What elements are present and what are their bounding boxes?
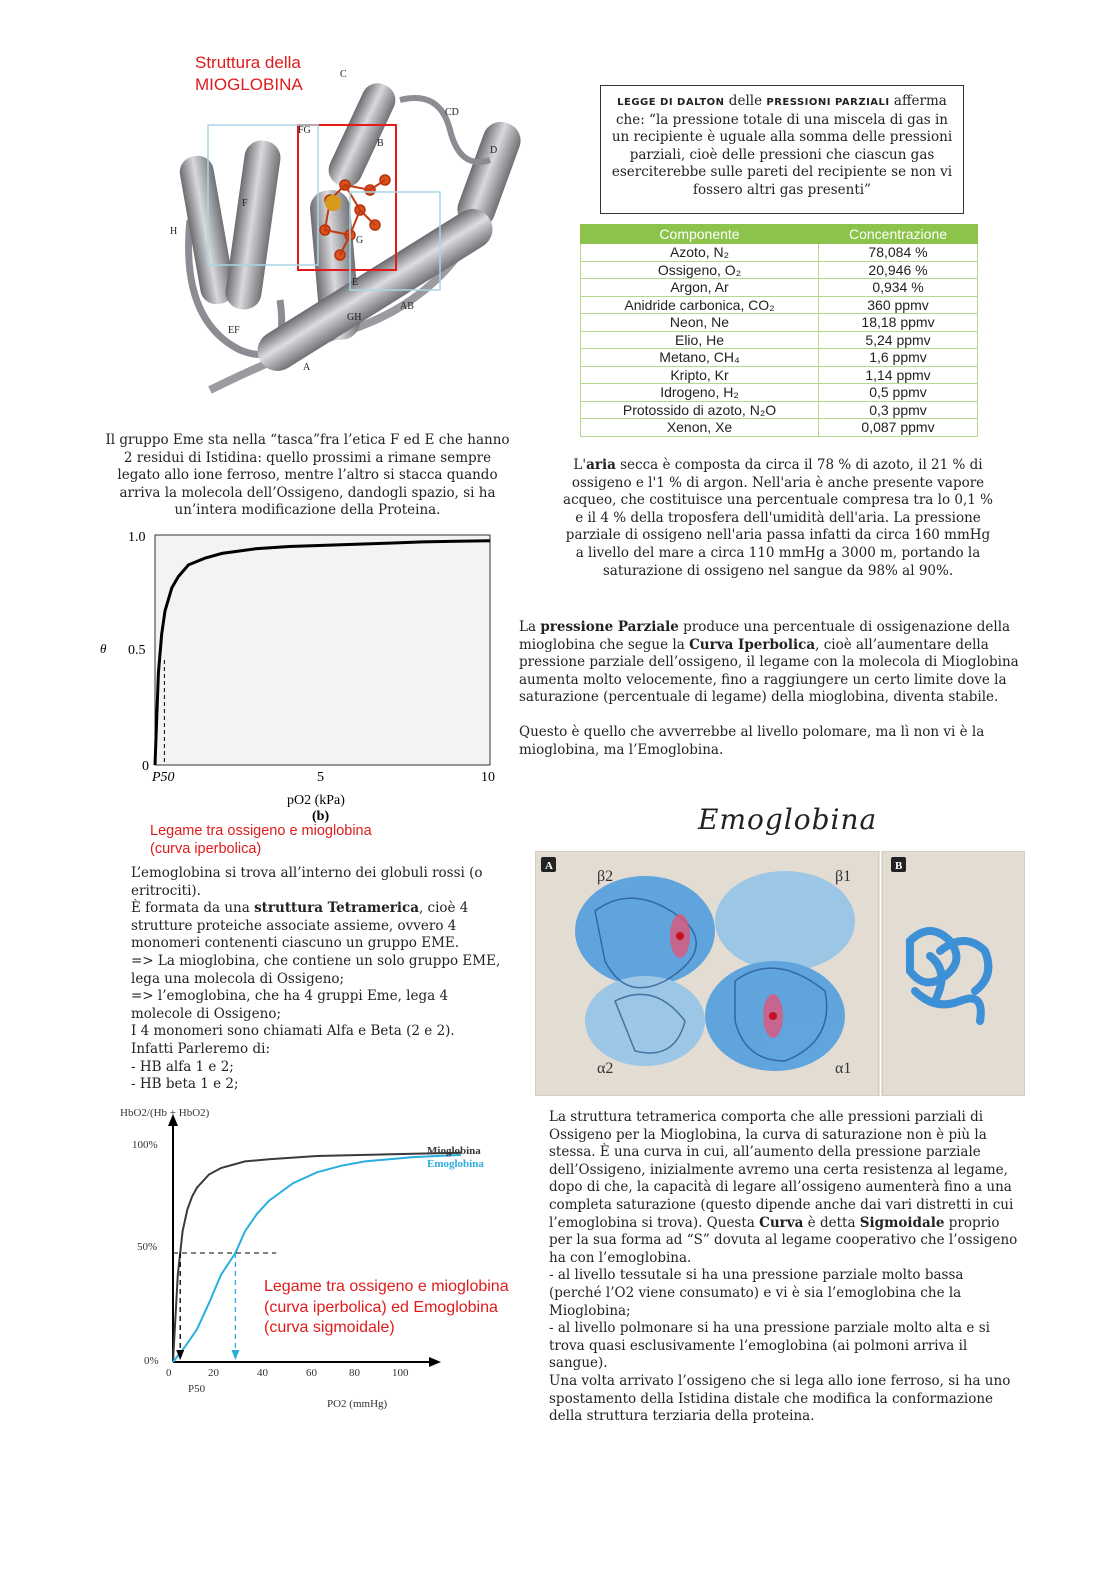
table-row — [581, 419, 978, 437]
dalton-partial-heading: PRESSIONI PARZIALI — [766, 97, 890, 108]
chart2-xtick-40: 40 — [257, 1367, 268, 1379]
table-cell-concentrazione: 1,6 ppmv — [819, 349, 978, 367]
hemo-text-line3: => La mioglobina, che contiene un solo gruppo EME, lega una molecola di Ossigeno; — [131, 952, 501, 987]
pressure-bold-2: Curva Iperbolica — [689, 636, 816, 653]
tetrameric-text — [549, 1109, 1019, 1426]
helix-label-a: A — [303, 362, 311, 373]
table-row — [581, 401, 978, 419]
chart2-caption-l3: (curva sigmoidale) — [264, 1319, 395, 1336]
chart2-xlabel: PO2 (mmHg) — [327, 1398, 388, 1410]
chart2-ytick-50: 50% — [137, 1241, 158, 1253]
tetra-line4: Una volta arrivato l’ossigeno che si lega allo ione ferroso, si ha uno spostamento della Istidina distale che modifica la conformazione della struttura terziaria della proteina. — [549, 1372, 1011, 1425]
table-row — [581, 384, 978, 402]
pressure-a: La — [519, 619, 541, 635]
table-cell-componente: Elio, He — [581, 331, 819, 349]
p50-hb-arrowhead — [231, 1350, 239, 1360]
table-row — [581, 261, 978, 279]
tetra-bold-curva: Curva — [759, 1214, 804, 1231]
myoglobin-hemoglobin-chart — [115, 1100, 535, 1420]
chart2-caption — [264, 1277, 509, 1339]
hemo-text-l2a: È formata da una — [131, 900, 255, 917]
chart1-xtick-5: 5 — [317, 770, 324, 785]
chart1-ylabel: θ — [100, 641, 107, 656]
table-row — [581, 314, 978, 332]
air-description — [563, 457, 993, 580]
chart2-ytick-0: 0% — [144, 1355, 159, 1367]
tetra-d: proprio per la sua forma ad “S” dovuta al legame cooperativo che l’ossigeno ha con l’emoglobina. — [549, 1214, 1018, 1266]
helix-label-e: E — [352, 277, 359, 288]
emoglobina-title: Emoglobina — [698, 803, 878, 836]
partial-pressure-text — [519, 619, 1019, 759]
helix-label-fg: FG — [298, 125, 311, 136]
table-cell-concentrazione: 20,946 % — [819, 261, 978, 279]
tetra-line3: - al livello polmonare si ha una pressione parziale molto alta e si trova quasi esclusivamente l’emoglobina (ai polmoni arriva il sangue). — [549, 1320, 990, 1372]
hemo-text-line6: Infatti Parleremo di: — [131, 1040, 270, 1057]
air-text-b: secca è composta da circa il 78 % di azoto, il 21 % di ossigeno e l'1 % di argon. Nell'aria è anche presente vapore acqueo, che costituisce una percentuale compresa tra lo 0,1 % e il 4 % della troposfera dell'umidità dell'aria. La pressione parziale di ossigeno nell'aria passa infatti da circa 160 mmHg a livello del mare a circa 110 mmHg a 3000 m, portando la saturazione di ossigeno nel sangue da 98% al 90%. — [563, 457, 993, 579]
helix-label-gh: GH — [347, 312, 362, 323]
dalton-law-text: afferma che: “la pressione totale di una miscela di gas in un recipiente è uguale alla somma delle pressioni parziali, cioè delle pressioni che ciascun gas eserciterebbe sulle pareti del recipiente se non vi fossero altri gas presenti” — [611, 93, 953, 198]
alpha1-label: α1 — [835, 1060, 852, 1077]
table-header-componente: Componente — [581, 225, 819, 244]
pressure-d: , cioè all’aumentare della pressione parziale dell’ossigeno, il legame con la molecola di Mioglobina aumenta molto velocemente, fino a raggiungere un certo limite dove la saturazione (percentuale di legame) della mioglobina, diventa stabile. — [519, 636, 1019, 706]
myoglobin-structure-image — [150, 60, 550, 420]
helix-label-d: D — [490, 145, 498, 156]
table-header-concentrazione: Concentrazione — [819, 225, 978, 244]
hemo-text-l2c: , cioè 4 strutture proteiche associate assieme, ovvero 4 monomeri contenenti ciascuno un gruppo EME. — [131, 900, 469, 952]
chart1-panel-label: (b) — [312, 809, 330, 824]
pressure-bold-1: pressione Parziale — [540, 619, 679, 635]
dalton-mid: delle — [724, 93, 767, 109]
hemo-text-tetramerica: struttura Tetramerica — [254, 900, 419, 917]
table-cell-componente: Xenon, Xe — [581, 419, 819, 437]
table-cell-concentrazione: 0,3 ppmv — [819, 401, 978, 419]
table-cell-componente: Kripto, Kr — [581, 366, 819, 384]
chart1-caption — [150, 822, 372, 858]
air-table-body — [581, 244, 978, 437]
table-row — [581, 244, 978, 262]
legend-mioglobina: Mioglobina — [427, 1145, 481, 1157]
table-cell-componente: Neon, Ne — [581, 314, 819, 332]
chart2-ylabel: HbO2/(Hb + HbO2) — [120, 1107, 210, 1119]
helix-label-c: C — [340, 69, 347, 80]
chart2-xtick-20: 20 — [208, 1367, 219, 1379]
table-row — [581, 349, 978, 367]
table-cell-componente: Idrogeno, H₂ — [581, 384, 819, 402]
table-row — [581, 279, 978, 297]
table-cell-concentrazione: 360 ppmv — [819, 296, 978, 314]
pressure-p2: Questo è quello che avverrebbe al livello polomare, ma lì non vi è la mioglobina, ma l’Emoglobina. — [519, 723, 985, 758]
table-cell-componente: Anidride carbonica, CO₂ — [581, 296, 819, 314]
table-cell-concentrazione: 18,18 ppmv — [819, 314, 978, 332]
panel-a-label: A — [545, 860, 553, 872]
panel-b-label: B — [895, 860, 903, 872]
myoglobin-saturation-chart — [95, 525, 510, 830]
chart1-caption-line2: (curva iperbolica) — [150, 841, 262, 857]
chart1-ytick-0: 0 — [142, 759, 149, 774]
hemoglobin-description — [131, 865, 511, 1094]
tetra-bold-sigmoidale: Sigmoidale — [859, 1214, 945, 1231]
chart2-xtick-60: 60 — [306, 1367, 317, 1379]
helix-label-f: F — [242, 198, 248, 209]
table-cell-concentrazione: 0,934 % — [819, 279, 978, 297]
chart2-p50-label: P50 — [188, 1383, 206, 1395]
table-cell-concentrazione: 0,087 ppmv — [819, 419, 978, 437]
hemo-text-line8: - HB beta 1 e 2; — [131, 1076, 239, 1093]
chart1-xlabel: pO2 (kPa) — [287, 793, 345, 808]
table-cell-concentrazione: 1,14 ppmv — [819, 366, 978, 384]
table-row — [581, 296, 978, 314]
table-cell-concentrazione: 5,24 ppmv — [819, 331, 978, 349]
hemo-text-line1: L’emoglobina si trova all’interno dei globuli rossi (o eritrociti). — [131, 865, 483, 899]
air-composition-table — [580, 224, 978, 437]
table-cell-componente: Azoto, N₂ — [581, 244, 819, 262]
tetra-c: è detta — [803, 1214, 860, 1231]
legend-emoglobina: Emoglobina — [427, 1158, 484, 1170]
air-text-a: L' — [573, 457, 587, 473]
beta1-label: β1 — [835, 868, 852, 885]
chart1-ytick-05: 0.5 — [128, 643, 146, 658]
chart1-p50-label: P50 — [152, 770, 175, 785]
table-cell-componente: Ossigeno, O₂ — [581, 261, 819, 279]
chart2-xtick-0: 0 — [166, 1367, 172, 1379]
chart2-caption-l1: Legame tra ossigeno e mioglobina — [264, 1278, 509, 1295]
table-row — [581, 331, 978, 349]
tetra-line2: - al livello tessutale si ha una pressione parziale molto bassa (perché l’O2 viene consumato) e vi è sia l’emoglobina che la Mioglobina; — [549, 1267, 964, 1319]
helix-label-ab: AB — [400, 301, 414, 312]
chart1-caption-line1: Legame tra ossigeno e mioglobina — [150, 823, 372, 839]
title-line-2: MIOGLOBINA — [195, 75, 303, 94]
helix-label-b: B — [377, 138, 384, 149]
tetra-a: La struttura tetramerica comporta che alle pressioni parziali di Ossigeno per la Mioglobina, la curva di saturazione non è più la stessa. È una curva in cui, all’aumento della pressione parziale dell’Ossigeno, inizialmente avremo una certa resistenza al legame, dopo di che, la capacità di legare all’ossigeno aumenterà fino a una completa saturazione (questo dipende anche dai vari distretti in cui l’emoglobina si trova). Questa — [549, 1109, 1014, 1231]
pressure-c: produce una percentuale di ossigenazione della mioglobina che segue la — [519, 619, 1011, 653]
myoglobin-caption: Il gruppo Eme sta nella “tasca”fra l’etica F ed E che hanno 2 residui di Istidina: quello prossimi a rimane sempre legato allo ione ferroso, mentre l’altro si stacca quando arriva la molecola dell’Ossigeno, dandogli spazio, si ha un’intera modificazione della Proteina. — [105, 432, 510, 519]
table-row — [581, 366, 978, 384]
air-text-bold: aria — [586, 457, 616, 473]
helix-label-h: H — [170, 226, 178, 237]
chart1-xtick-10: 10 — [481, 770, 495, 785]
chart2-xtick-80: 80 — [349, 1367, 360, 1379]
helix-label-g: G — [356, 235, 364, 246]
helix-label-ef: EF — [228, 325, 240, 336]
table-cell-componente: Argon, Ar — [581, 279, 819, 297]
helix-label-cd: CD — [445, 107, 459, 118]
hemoglobin-structure-image — [535, 851, 1025, 1096]
hemo-text-line7: - HB alfa 1 e 2; — [131, 1058, 234, 1075]
table-cell-concentrazione: 78,084 % — [819, 244, 978, 262]
chart2-ytick-100: 100% — [132, 1139, 158, 1151]
table-cell-componente: Protossido di azoto, N₂O — [581, 401, 819, 419]
chart1-ytick-1: 1.0 — [128, 530, 146, 545]
table-cell-concentrazione: 0,5 ppmv — [819, 384, 978, 402]
beta2-label: β2 — [597, 868, 614, 885]
table-cell-componente: Metano, CH₄ — [581, 349, 819, 367]
title-line-1: Struttura della — [195, 53, 301, 72]
chart2-xtick-100: 100 — [392, 1367, 409, 1379]
dalton-law-heading: LEGGE DI DALTON — [617, 97, 725, 108]
hemo-text-line5: I 4 monomeri sono chiamati Alfa e Beta (2 e 2). — [131, 1023, 455, 1040]
hemo-text-line4: => l’emoglobina, che ha 4 gruppi Eme, lega 4 molecole di Ossigeno; — [131, 988, 449, 1022]
alpha2-label: α2 — [597, 1060, 614, 1077]
chart2-caption-l2: (curva iperbolica) ed Emoglobina — [264, 1298, 498, 1316]
dalton-law-box — [600, 85, 964, 214]
